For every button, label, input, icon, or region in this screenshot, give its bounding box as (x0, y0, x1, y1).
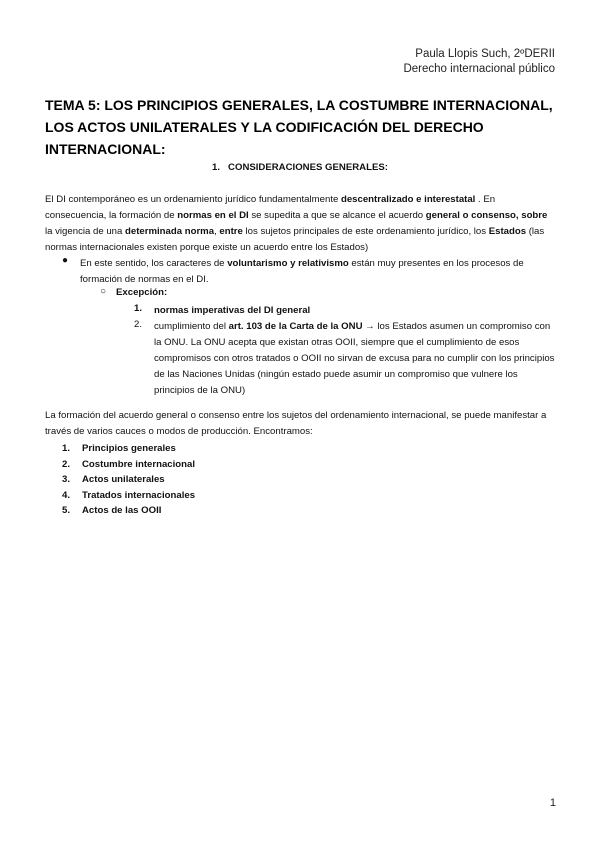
list-item: 2. Costumbre internacional (62, 458, 196, 470)
list-item: 4. Tratados internacionales (62, 489, 196, 501)
exception-item-1: normas imperativas del DI general (154, 305, 311, 316)
list-item: 3. Actos unilaterales (62, 474, 165, 485)
sources-list (62, 441, 195, 519)
list-item: 5. Actos de las OOII (62, 505, 162, 516)
bullet-circle-icon: ○ (100, 286, 107, 297)
exception-item-2: cumplimiento del art. 103 de la Carta de la ONU → los Estados asumen un compromiso con la ONU. La ONU acepta que existan otras OOII, siempre que el cumplimiento de esos compromisos con otros tratados o OOII no sirvan de excusa para no cumplir con los principios de las Naciones Unidas (ningún estado puede asumir un compromiso que vulnere los principios de la ONU) (154, 321, 555, 396)
bullet-voluntarismo: En este sentido, los caracteres de voluntarismo y relativismo están muy presentes en los procesos de formación de normas en el DI. (80, 258, 524, 285)
section-number: 1. (212, 162, 221, 173)
header-subject: Derecho internacional público (403, 63, 555, 75)
exception-label: Excepción: (116, 287, 168, 298)
section-heading (0, 162, 600, 173)
document-title: TEMA 5: LOS PRINCIPIOS GENERALES, LA COSTUMBRE INTERNACIONAL, LOS ACTOS UNILATERALES Y LA CODIFICACIÓN DEL DERECHO INTERNACIONAL: (45, 97, 553, 157)
header-author: Paula Llopis Such, 2ºDERII (415, 48, 555, 60)
exception-number-2: 2. (134, 319, 143, 330)
sources-paragraph: La formación del acuerdo general o consenso entre los sujetos del ordenamiento internacional, se puede manifestar a través de varios cauces o modos de producción. Encontramos: (45, 410, 547, 437)
list-item: 1. Principios generales (62, 443, 176, 454)
page-header (403, 47, 555, 77)
page-number: 1 (549, 797, 556, 809)
intro-paragraph: El DI contemporáneo es un ordenamiento jurídico fundamentalmente descentralizado e interestatal . En consecuencia, la formación de normas en el DI se supedita a que se alcance el acuerdo general o consenso, sobre la vigencia de una determinada norma, entre los sujetos principales de este ordenamiento jurídico, los Estados (las normas internacionales existen porque existe un acuerdo entre los Estados) (45, 194, 548, 253)
exception-number-1: 1. (134, 303, 143, 314)
section-title: CONSIDERACIONES GENERALES: (228, 162, 388, 173)
bullet-dot-icon: ● (62, 255, 69, 266)
